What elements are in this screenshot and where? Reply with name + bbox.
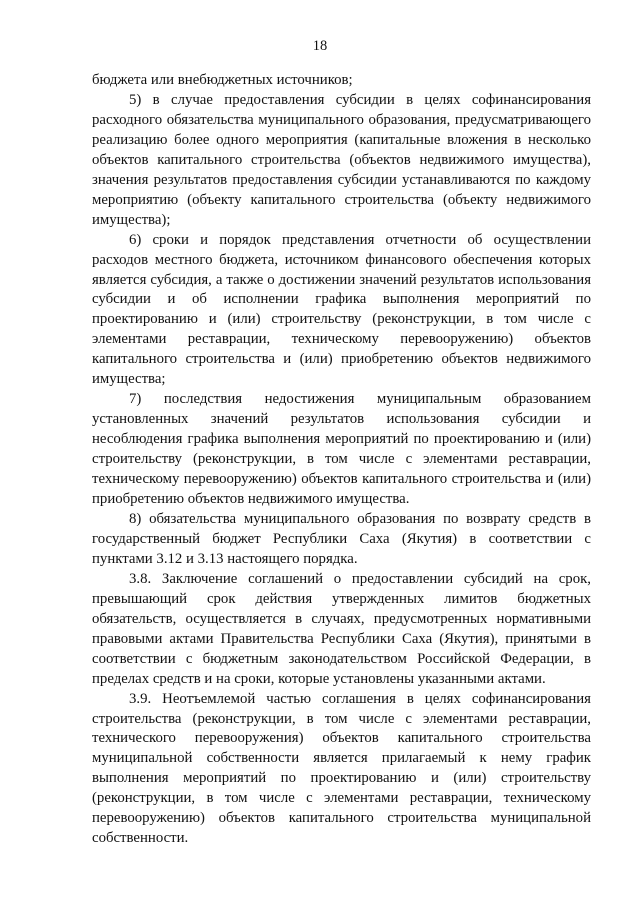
paragraph-item-8: 8) обязательства муниципального образования по возврату средств в государственный бюджет Республики Саха (Якутия) в соответствии с пунктами 3.12 и 3.13 настоящего порядка. — [92, 510, 591, 567]
paragraph-item-5: 5) в случае предоставления субсидии в целях софинансирования расходного обязательства муниципального образования, предусматривающего реализацию более одного мероприятия (капитальные вложения в несколько объектов капитального строительства (объектов недвижимого имущества), значения результатов предоставления субсидии устанавливаются по каждому мероприятию (объекту капитального строительства (объекту недвижимого имущества); — [92, 91, 591, 228]
paragraph-continuation: бюджета или внебюджетных источников; — [92, 72, 353, 88]
paragraph-item-7: 7) последствия недостижения муниципальным образованием установленных значений результатов использования субсидии и несоблюдения графика выполнения мероприятий по проектированию и (или) строительству (реконструкции, в том числе с элементами реставрации, техническому перевооружению) объектов капитального строительства и (или) приобретению объектов недвижимого имущества. — [92, 391, 591, 508]
paragraph-3-9: 3.9. Неотъемлемой частью соглашения в целях софинансирования строительства (реконструкции, в том числе с элементами реставрации, технического перевооружения) объектов капитального строительства муниципальной собственности является прилагаемый к нему график выполнения мероприятий по проектированию и (или) строительству (реконструкции, в том числе с элементами реставрации, техническому перевооружению) объектов капитального строительства муниципальной собственности. — [92, 690, 591, 847]
paragraph-3-8: 3.8. Заключение соглашений о предоставлении субсидий на срок, превышающий срок действия утвержденных лимитов бюджетных обязательств, осуществляется в случаях, предусмотренных нормативными правовыми актами Правительства Республики Саха (Якутия), принятыми в соответствии с бюджетным законодательством Российской Федерации, в пределах средств и на сроки, которые установлены указанными актами. — [92, 570, 591, 687]
page-number: 18 — [312, 38, 328, 54]
document-body — [92, 71, 591, 849]
paragraph-item-6: 6) сроки и порядок представления отчетности об осуществлении расходов местного бюджета, источником финансового обеспечения которых является субсидия, а также о достижении значений результатов использования субсидии и об исполнении графика выполнения мероприятий по проектированию и (или) строительству (реконструкции, в том числе с элементами реставрации, техническому перевооружению) объектов капитального строительства и (или) приобретению объектов недвижимого имущества; — [92, 231, 591, 388]
